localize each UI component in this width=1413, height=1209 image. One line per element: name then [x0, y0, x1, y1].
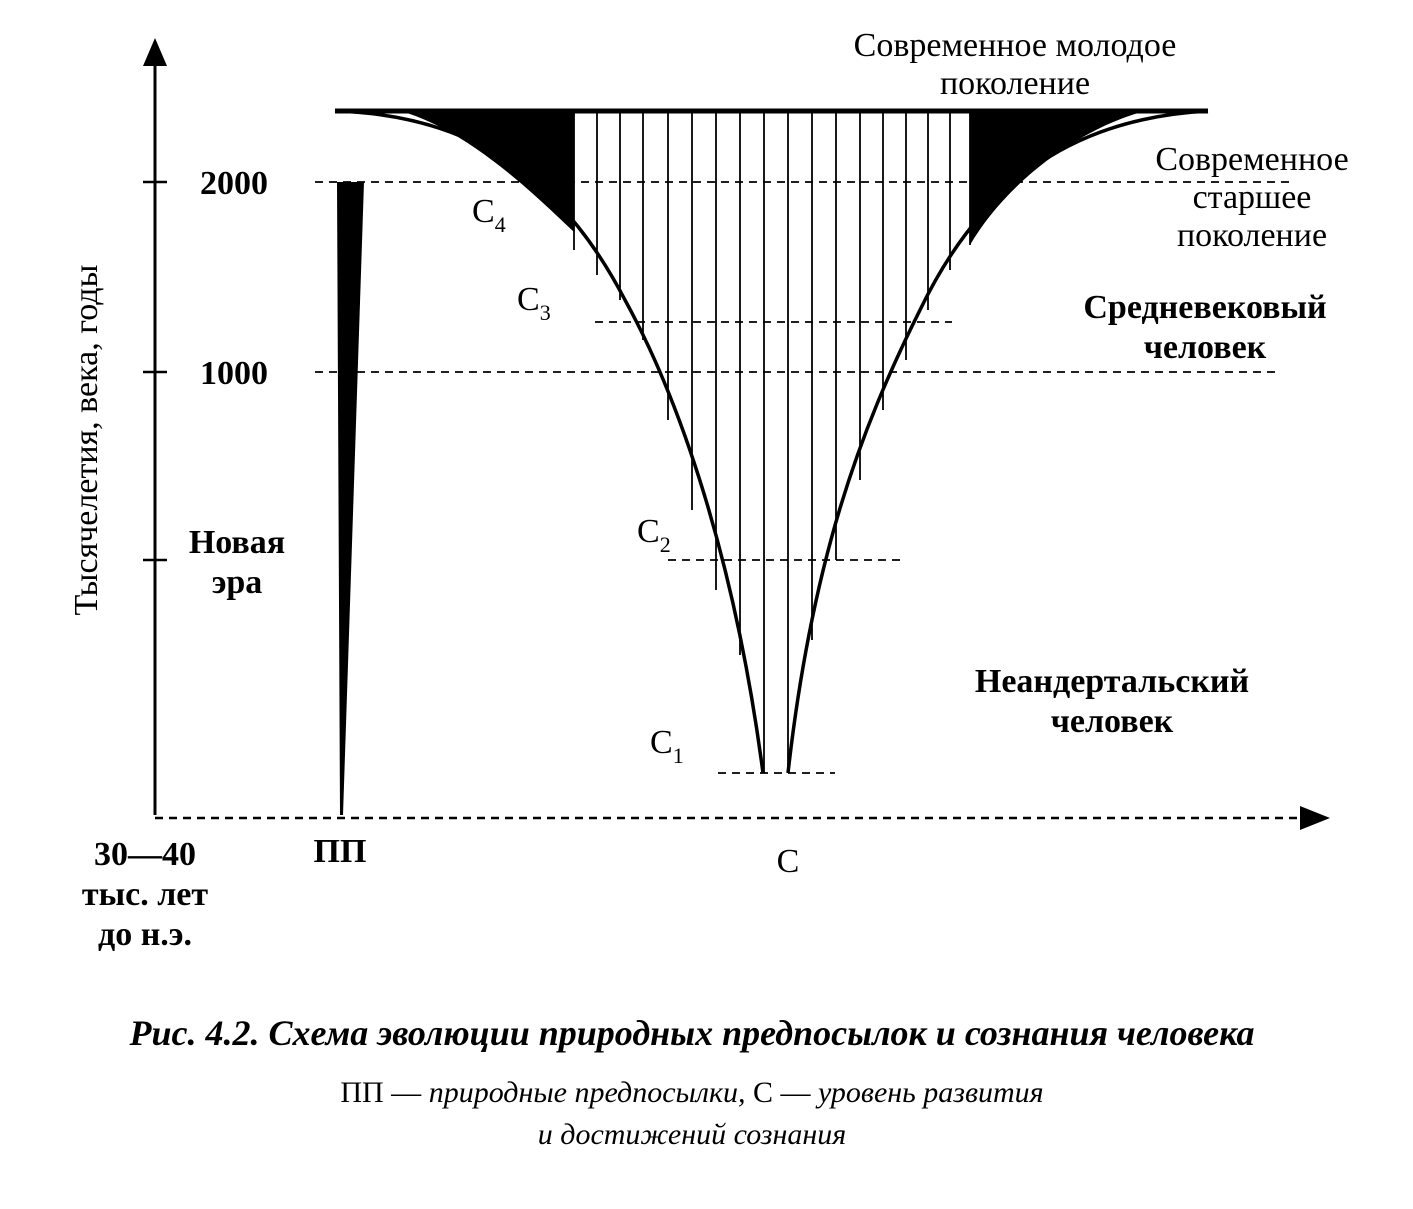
c-label: С	[776, 843, 800, 880]
left-curve	[335, 111, 763, 773]
caption-legend-line2: и достижений сознания	[537, 1118, 847, 1151]
y-axis-title: Тысячелетия, века, годы	[68, 264, 105, 616]
caption-legend-line1: ПП — природные предпосылки, С — уровень развития	[340, 1076, 1044, 1109]
y-label-1000: 1000	[200, 355, 268, 392]
origin-label: 30—40 тыс. лет до н.э.	[81, 836, 209, 953]
y-axis-arrow	[143, 38, 167, 66]
label-older-generation: Современное старшее поколение	[1155, 141, 1349, 254]
right-black-region	[970, 111, 1145, 245]
label-neanderthal: Неандертальский человек	[974, 663, 1250, 740]
hatching	[574, 111, 970, 773]
x-axis-arrow	[1300, 806, 1330, 830]
y-label-2000: 2000	[200, 165, 268, 202]
stage-c4: $С_4$	[472, 193, 506, 237]
stage-c3: $С_3$	[517, 281, 551, 325]
label-medieval: Средневековый человек	[1083, 289, 1327, 366]
caption-title: Рис. 4.2. Схема эволюции природных предпосылок и сознания человека	[129, 1013, 1255, 1053]
new-era-label: Новая эра	[188, 524, 286, 601]
label-young-generation: Современное молодое поколение	[853, 27, 1177, 102]
stage-c2: $С_2$	[637, 513, 671, 557]
stage-c1: $С_1$	[650, 724, 684, 768]
pp-wedge	[337, 182, 364, 815]
pp-label: ПП	[313, 833, 367, 870]
